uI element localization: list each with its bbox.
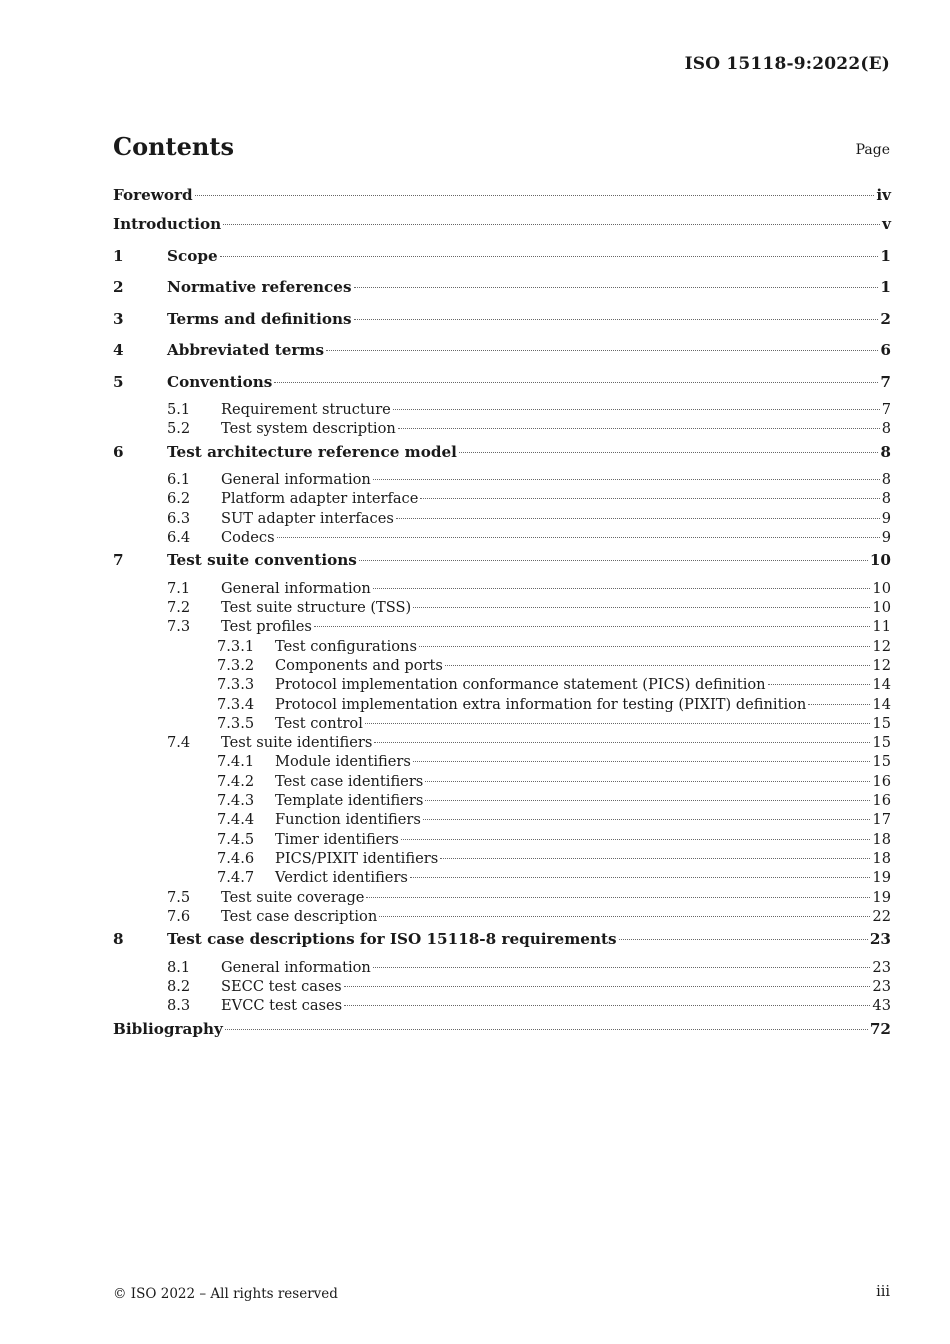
toc-entry-number: 7.3.5 — [217, 714, 255, 732]
toc-entry-title: Test control — [275, 714, 363, 732]
dot-leader — [314, 626, 871, 627]
toc-entry-page: 23 — [872, 958, 891, 976]
toc-entry-number: 3 — [113, 309, 124, 328]
dot-leader — [373, 588, 871, 589]
toc-entry-number: 7.3.1 — [217, 637, 255, 655]
dot-leader — [374, 742, 870, 743]
dot-leader — [344, 1005, 870, 1006]
toc-entry-title: Test suite identifiers — [221, 734, 373, 752]
toc-entry-number: 6.1 — [167, 471, 191, 489]
dot-leader — [423, 819, 871, 820]
toc-entry[interactable] — [113, 307, 891, 339]
toc-entry[interactable] — [113, 869, 891, 888]
toc-entry-title: Verdict identifiers — [275, 869, 408, 887]
toc-entry-page: 8 — [880, 442, 891, 461]
toc-entry-page: 8 — [881, 490, 891, 508]
toc-entry-page: 16 — [872, 772, 891, 790]
copyright-notice: © ISO 2022 – All rights reserved — [113, 1286, 338, 1302]
toc-entry-page: 14 — [872, 676, 891, 694]
toc-entry[interactable] — [113, 490, 891, 509]
dot-leader — [619, 939, 868, 940]
toc-entry-title: Codecs — [221, 528, 275, 546]
toc-entry[interactable] — [113, 927, 891, 959]
toc-entry-number: 7.6 — [167, 907, 191, 925]
toc-entry[interactable] — [113, 715, 891, 734]
dot-leader — [359, 560, 868, 561]
toc-entry-page: 10 — [872, 599, 891, 617]
toc-entry-page: 11 — [872, 618, 891, 636]
toc-entry-title: Test suite conventions — [167, 551, 357, 570]
table-of-contents — [113, 183, 891, 1048]
toc-entry-title: Protocol implementation extra information for testing (PIXIT) definition — [275, 695, 807, 713]
toc-entry-number: 7.4.6 — [217, 849, 255, 867]
dot-leader — [354, 319, 879, 320]
toc-entry[interactable] — [113, 889, 891, 908]
dot-leader — [225, 1029, 868, 1030]
toc-entry-title: General information — [221, 579, 371, 597]
toc-entry[interactable] — [113, 275, 891, 307]
toc-entry-page: v — [882, 215, 891, 233]
toc-entry[interactable] — [113, 440, 891, 472]
toc-entry-number: 7.4 — [167, 734, 191, 752]
dot-leader — [274, 382, 878, 383]
toc-entry-number: 1 — [113, 246, 124, 265]
dot-leader — [808, 704, 870, 705]
toc-entry-page: 1 — [880, 246, 891, 265]
dot-leader — [425, 781, 870, 782]
dot-leader — [277, 537, 880, 538]
toc-entry[interactable] — [113, 1017, 891, 1049]
toc-entry-title: Terms and definitions — [167, 309, 352, 328]
dot-leader — [366, 897, 870, 898]
toc-entry-title: Normative references — [167, 278, 352, 296]
toc-entry[interactable] — [113, 183, 891, 212]
toc-entry-title: Conventions — [167, 372, 273, 391]
toc-entry-title: Timer identifiers — [275, 830, 399, 848]
dot-leader — [768, 684, 871, 685]
toc-entry-page: 8 — [881, 471, 891, 489]
toc-entry-number: 7.4.4 — [217, 811, 255, 829]
toc-entry-title: Platform adapter interface — [221, 490, 419, 508]
toc-entry[interactable] — [113, 734, 891, 753]
toc-entry[interactable] — [113, 370, 891, 402]
toc-entry-number: 7.3.4 — [217, 695, 255, 713]
toc-entry[interactable] — [113, 997, 891, 1016]
toc-entry-number: 6 — [113, 442, 124, 461]
toc-entry-number: 7.4.5 — [217, 830, 255, 848]
toc-entry-title: Test case descriptions for ISO 15118-8 requirements — [167, 930, 617, 949]
toc-entry-number: 7.3 — [167, 618, 191, 636]
toc-entry-page: 12 — [872, 637, 891, 655]
toc-entry[interactable] — [113, 657, 891, 676]
toc-entry[interactable] — [113, 580, 891, 599]
toc-entry-title: Components and ports — [275, 656, 443, 674]
toc-entry[interactable] — [113, 908, 891, 927]
contents-heading: Contents — [113, 132, 234, 161]
toc-entry-page: 10 — [872, 579, 891, 597]
dot-leader — [393, 409, 880, 410]
toc-entry[interactable] — [113, 792, 891, 811]
toc-entry-title: Protocol implementation conformance statement (PICS) definition — [275, 676, 766, 694]
toc-entry-title: Test architecture reference model — [167, 442, 457, 461]
toc-entry[interactable] — [113, 696, 891, 715]
dot-leader — [373, 479, 880, 480]
document-identifier: ISO 15118-9:2022(E) — [684, 54, 890, 74]
dot-leader — [344, 986, 871, 987]
toc-entry[interactable] — [113, 753, 891, 772]
toc-entry-number: 6.4 — [167, 528, 191, 546]
toc-entry-title: SECC test cases — [221, 977, 342, 995]
toc-entry-page: 17 — [872, 811, 891, 829]
toc-entry-page: 7 — [880, 372, 891, 391]
dot-leader — [410, 877, 871, 878]
toc-entry-page: 15 — [872, 753, 891, 771]
toc-entry-title: Scope — [167, 246, 218, 265]
toc-entry[interactable] — [113, 548, 891, 580]
toc-entry-page: 19 — [872, 869, 891, 887]
dot-leader — [420, 498, 879, 499]
toc-entry[interactable] — [113, 599, 891, 618]
dot-leader — [195, 195, 875, 196]
toc-entry-page: 6 — [880, 341, 891, 359]
toc-entry-page: 18 — [872, 849, 891, 867]
toc-entry[interactable] — [113, 831, 891, 850]
toc-entry-title: PICS/PIXIT identifiers — [275, 849, 439, 867]
toc-entry-title: Function identifiers — [275, 811, 421, 829]
dot-leader — [440, 858, 870, 859]
toc-entry-number: 5.2 — [167, 420, 191, 438]
toc-entry-page: 43 — [872, 997, 891, 1015]
dot-leader — [326, 350, 878, 351]
dot-leader — [379, 916, 870, 917]
toc-entry-page: 1 — [880, 278, 891, 296]
toc-entry-page: 12 — [872, 656, 891, 674]
dot-leader — [396, 518, 880, 519]
dot-leader — [459, 452, 878, 453]
toc-entry-title: EVCC test cases — [221, 997, 343, 1015]
toc-entry[interactable] — [113, 529, 891, 548]
dot-leader — [419, 646, 870, 647]
toc-entry-number: 5 — [113, 372, 124, 391]
toc-entry[interactable] — [113, 811, 891, 830]
toc-entry-page: 23 — [869, 930, 891, 949]
toc-entry[interactable] — [113, 618, 891, 637]
toc-entry-number: 2 — [113, 278, 124, 296]
toc-entry-number: 7.5 — [167, 888, 191, 906]
toc-entry-number: 6.3 — [167, 509, 191, 527]
toc-entry-page: 14 — [872, 695, 891, 713]
dot-leader — [413, 607, 870, 608]
toc-entry[interactable] — [113, 676, 891, 695]
toc-entry-page: 7 — [881, 401, 891, 418]
dot-leader — [354, 287, 879, 288]
toc-entry-title: Abbreviated terms — [167, 341, 325, 359]
toc-entry-page: 9 — [881, 528, 891, 546]
toc-entry-number: 6.2 — [167, 490, 191, 508]
toc-entry[interactable] — [113, 338, 891, 370]
toc-entry-number: 7.4.1 — [217, 753, 255, 771]
toc-entry[interactable] — [113, 471, 891, 490]
dot-leader — [398, 428, 880, 429]
toc-entry-title: Test case description — [221, 907, 378, 925]
toc-entry[interactable] — [113, 638, 891, 657]
toc-entry-title: Test suite coverage — [221, 888, 365, 906]
toc-entry[interactable] — [113, 773, 891, 792]
toc-entry-title: Introduction — [113, 215, 222, 233]
toc-entry-page: 2 — [880, 309, 891, 328]
toc-entry-page: 15 — [872, 714, 891, 732]
dot-leader — [425, 800, 870, 801]
toc-entry[interactable] — [113, 401, 891, 420]
dot-leader — [445, 665, 871, 666]
toc-entry-number: 7.4.7 — [217, 869, 255, 887]
toc-entry-title: Test system description — [221, 420, 396, 438]
toc-entry-number: 7 — [113, 551, 124, 570]
toc-entry[interactable] — [113, 850, 891, 869]
toc-entry[interactable] — [113, 959, 891, 978]
toc-entry-page: 16 — [872, 792, 891, 810]
toc-entry-title: SUT adapter interfaces — [221, 509, 394, 527]
toc-entry-title: General information — [221, 958, 371, 976]
toc-entry-number: 5.1 — [167, 401, 191, 418]
toc-entry-page: 19 — [872, 888, 891, 906]
toc-entry[interactable] — [113, 212, 891, 244]
toc-entry[interactable] — [113, 978, 891, 997]
toc-entry-title: Test suite structure (TSS) — [221, 599, 412, 617]
dot-leader — [223, 224, 880, 225]
toc-entry-page: 23 — [872, 977, 891, 995]
toc-entry-number: 7.2 — [167, 599, 191, 617]
toc-entry-title: Template identifiers — [275, 792, 424, 810]
toc-entry-page: 8 — [881, 420, 891, 438]
toc-entry-title: Requirement structure — [221, 401, 391, 418]
toc-entry-title: Foreword — [113, 186, 193, 204]
dot-leader — [220, 256, 879, 257]
toc-entry-page: 9 — [881, 509, 891, 527]
toc-entry-title: Test case identifiers — [275, 772, 424, 790]
page-column-label: Page — [855, 142, 890, 158]
toc-entry-title: Test profiles — [221, 618, 312, 636]
dot-leader — [413, 761, 871, 762]
toc-entry-number: 7.1 — [167, 579, 191, 597]
toc-entry-page: 18 — [872, 830, 891, 848]
toc-entry-number: 8.2 — [167, 977, 191, 995]
toc-entry-number: 8.3 — [167, 997, 191, 1015]
dot-leader — [365, 723, 871, 724]
toc-entry-number: 7.4.2 — [217, 772, 255, 790]
toc-entry-title: General information — [221, 471, 371, 489]
toc-entry-title: Test configurations — [275, 637, 417, 655]
dot-leader — [373, 967, 871, 968]
toc-entry-number: 7.4.3 — [217, 792, 255, 810]
toc-entry-page: 72 — [869, 1019, 891, 1038]
dot-leader — [401, 839, 871, 840]
toc-entry[interactable] — [113, 420, 891, 439]
toc-entry-page: 10 — [869, 551, 891, 570]
toc-entry-number: 4 — [113, 341, 124, 359]
toc-entry-number: 8.1 — [167, 958, 191, 976]
toc-entry-number: 8 — [113, 930, 124, 949]
toc-entry-number: 7.3.2 — [217, 656, 255, 674]
toc-entry[interactable] — [113, 244, 891, 276]
toc-entry-page: 15 — [872, 734, 891, 752]
toc-entry-page: iv — [876, 186, 891, 204]
toc-entry[interactable] — [113, 510, 891, 529]
toc-entry-number: 7.3.3 — [217, 676, 255, 694]
toc-entry-page: 22 — [872, 907, 891, 925]
toc-entry-title: Bibliography — [113, 1019, 223, 1038]
toc-entry-title: Module identifiers — [275, 753, 411, 771]
page-number: iii — [876, 1284, 890, 1300]
